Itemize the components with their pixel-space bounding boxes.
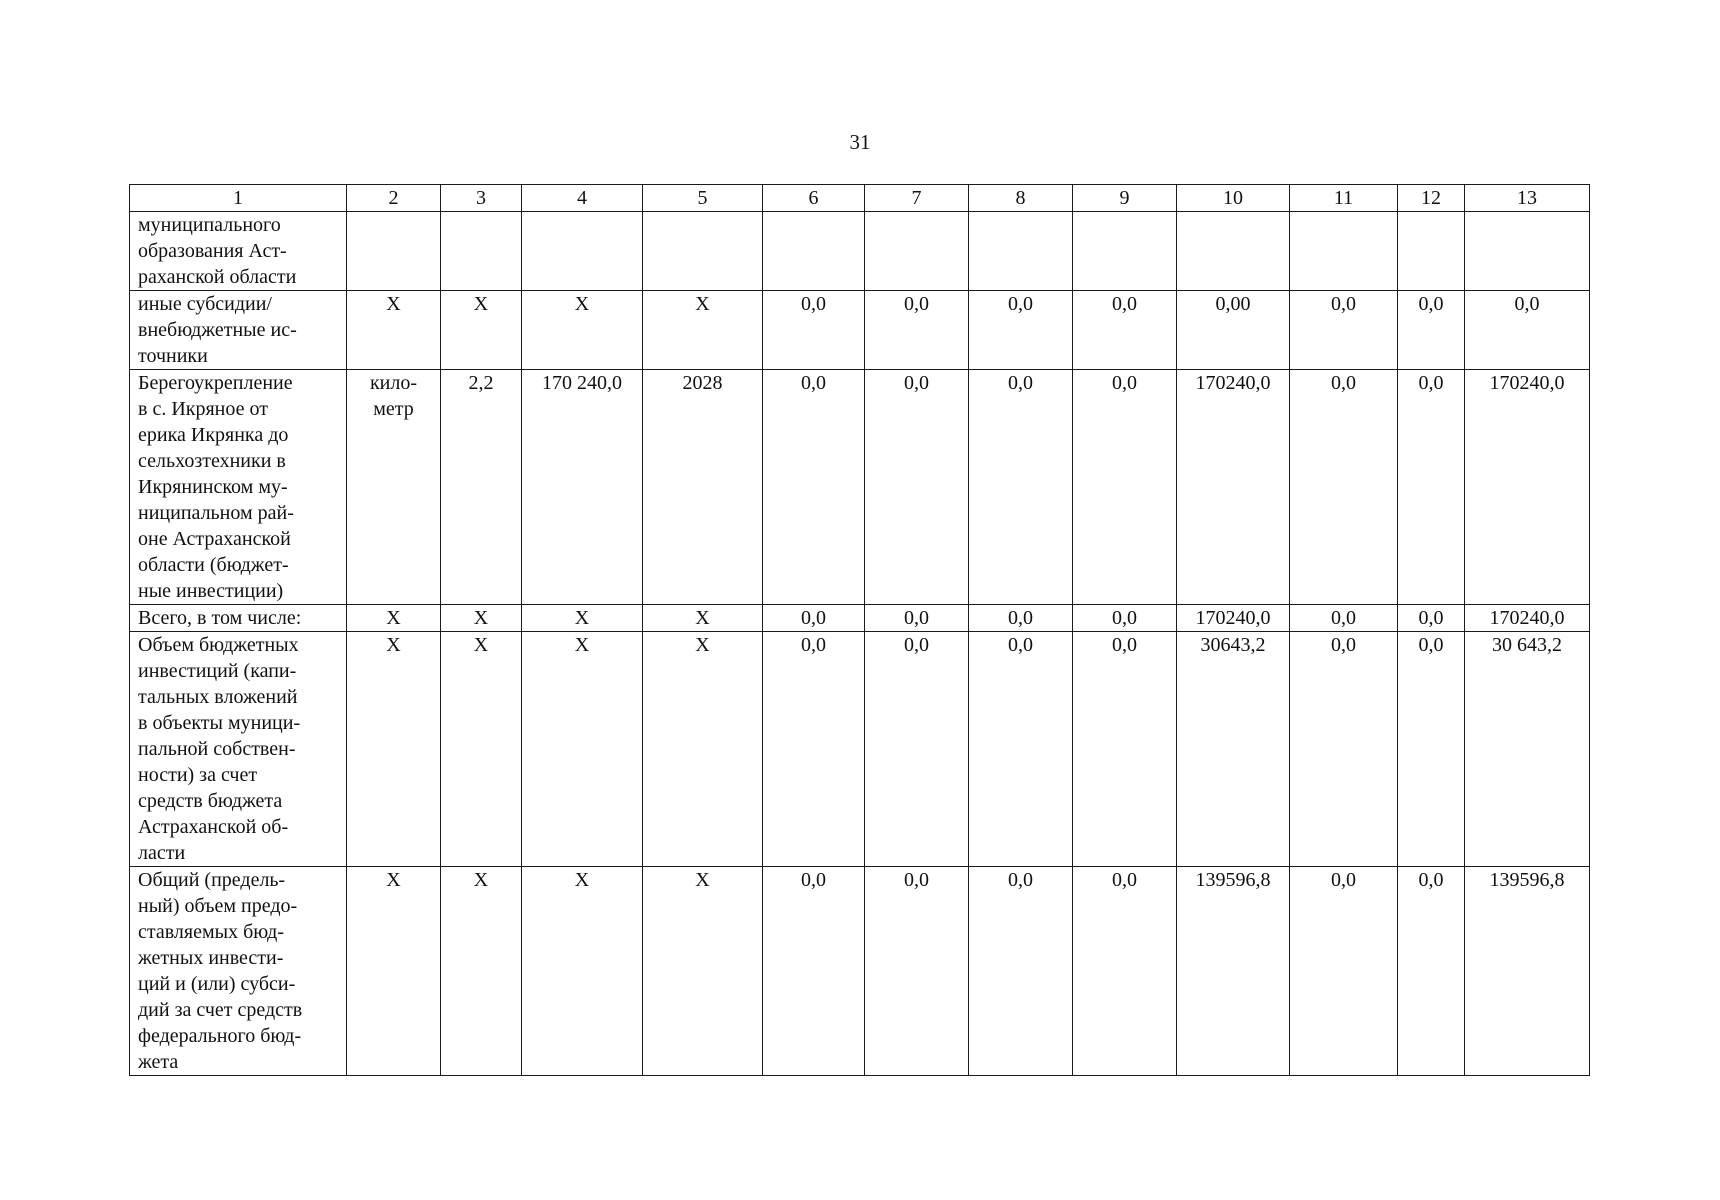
- row-name-line: области (бюджет-: [138, 554, 289, 576]
- row-name-line: дий за счет средств: [138, 999, 303, 1021]
- value-cell: [865, 212, 969, 291]
- row-name-cell: [130, 605, 347, 632]
- value-cell: X: [441, 867, 522, 1076]
- value-cell: 0,0: [1073, 867, 1177, 1076]
- column-header: 8: [969, 185, 1073, 212]
- row-name-line: точники: [138, 345, 208, 367]
- row-name-line: пальной собствен-: [138, 738, 296, 760]
- column-header: 6: [763, 185, 865, 212]
- value-cell: [1465, 212, 1590, 291]
- column-header: 1: [130, 185, 347, 212]
- row-name-line: жета: [138, 1051, 179, 1073]
- unit-cell: [347, 605, 441, 632]
- value-cell: 170240,0: [1177, 370, 1290, 605]
- value-cell: 0,00: [1177, 291, 1290, 370]
- page-number: 31: [849, 130, 871, 154]
- unit-cell: [347, 291, 441, 370]
- column-header: 10: [1177, 185, 1290, 212]
- unit-cell: [347, 867, 441, 1076]
- value-cell: 0,0: [865, 867, 969, 1076]
- column-header: 7: [865, 185, 969, 212]
- value-cell: 0,0: [969, 867, 1073, 1076]
- value-cell: X: [643, 867, 763, 1076]
- table-row: [130, 867, 1590, 1076]
- unit-line: кило-: [369, 372, 418, 394]
- value-cell: [643, 212, 763, 291]
- value-cell: 170240,0: [1177, 605, 1290, 632]
- row-name-line: ерика Икрянка до: [138, 424, 289, 446]
- value-cell: 0,0: [1290, 370, 1398, 605]
- value-cell: X: [441, 291, 522, 370]
- value-cell: [1290, 212, 1398, 291]
- value-cell: [441, 212, 522, 291]
- row-name-line: оне Астраханской: [138, 528, 291, 550]
- value-cell: 0,0: [763, 605, 865, 632]
- row-name-line: ниципальном рай-: [138, 502, 294, 524]
- row-name-line: ные инвестиции): [138, 580, 284, 602]
- value-cell: 0,0: [865, 370, 969, 605]
- value-cell: 0,0: [763, 867, 865, 1076]
- row-name-line: тальных вложений: [138, 686, 298, 708]
- table-row: [130, 291, 1590, 370]
- row-name-line: Астраханской об-: [138, 816, 289, 838]
- value-cell: 0,0: [1073, 605, 1177, 632]
- row-name-line: Берегоукрепление: [138, 372, 293, 394]
- row-name-cell: [130, 291, 347, 370]
- value-cell: [969, 212, 1073, 291]
- unit-line: X: [386, 607, 401, 629]
- row-name-line: средств бюджета: [138, 790, 283, 812]
- column-header: 9: [1073, 185, 1177, 212]
- value-cell: 0,0: [1398, 370, 1465, 605]
- table-row: [130, 605, 1590, 632]
- header-row: [130, 185, 1590, 212]
- row-name-line: ный) объем предо-: [138, 895, 298, 917]
- value-cell: 0,0: [969, 632, 1073, 867]
- row-name-cell: [130, 632, 347, 867]
- value-cell: 2,2: [441, 370, 522, 605]
- value-cell: 0,0: [1073, 632, 1177, 867]
- column-header: 11: [1290, 185, 1398, 212]
- value-cell: X: [522, 867, 643, 1076]
- value-cell: X: [522, 291, 643, 370]
- unit-cell: [347, 212, 441, 291]
- value-cell: [1177, 212, 1290, 291]
- value-cell: X: [522, 632, 643, 867]
- unit-line: метр: [373, 398, 414, 420]
- value-cell: 0,0: [1398, 605, 1465, 632]
- row-name-line: Объем бюджетных: [138, 634, 299, 656]
- value-cell: X: [643, 291, 763, 370]
- row-name-line: Икрянинском му-: [138, 476, 288, 498]
- row-name-line: ставляемых бюд-: [138, 921, 285, 943]
- row-name-line: жетных инвести-: [138, 947, 284, 969]
- row-name-line: федерального бюд-: [138, 1025, 302, 1047]
- row-name-line: в объекты муници-: [138, 712, 301, 734]
- row-name-line: инвестиций (капи-: [138, 660, 297, 682]
- row-name-line: раханской области: [138, 266, 297, 288]
- value-cell: 0,0: [865, 291, 969, 370]
- column-header: 4: [522, 185, 643, 212]
- value-cell: X: [441, 605, 522, 632]
- value-cell: [522, 212, 643, 291]
- value-cell: 0,0: [969, 370, 1073, 605]
- value-cell: 0,0: [763, 632, 865, 867]
- row-name-line: внебюджетные ис-: [138, 319, 297, 341]
- row-name-line: иные субсидии/: [138, 293, 272, 315]
- value-cell: X: [643, 632, 763, 867]
- value-cell: X: [441, 632, 522, 867]
- value-cell: [763, 212, 865, 291]
- value-cell: 170240,0: [1465, 605, 1590, 632]
- row-name-cell: [130, 867, 347, 1076]
- value-cell: 2028: [643, 370, 763, 605]
- row-name-line: ности) за счет: [138, 764, 258, 786]
- unit-cell: [347, 632, 441, 867]
- value-cell: 170 240,0: [522, 370, 643, 605]
- value-cell: 0,0: [1290, 867, 1398, 1076]
- column-header: 2: [347, 185, 441, 212]
- value-cell: 0,0: [1073, 370, 1177, 605]
- value-cell: 0,0: [1398, 291, 1465, 370]
- value-cell: [1073, 212, 1177, 291]
- unit-cell: [347, 370, 441, 605]
- row-name-line: ций и (или) субси-: [138, 973, 296, 995]
- unit-line: X: [386, 869, 401, 891]
- table-row: [130, 632, 1590, 867]
- row-name-line: сельхозтехники в: [138, 450, 286, 472]
- row-name-line: в с. Икряное от: [138, 398, 268, 420]
- value-cell: 0,0: [865, 632, 969, 867]
- value-cell: 30 643,2: [1465, 632, 1590, 867]
- value-cell: 170240,0: [1465, 370, 1590, 605]
- table-row: [130, 370, 1590, 605]
- value-cell: 0,0: [969, 291, 1073, 370]
- value-cell: 0,0: [1465, 291, 1590, 370]
- value-cell: 0,0: [1398, 632, 1465, 867]
- column-header: 3: [441, 185, 522, 212]
- value-cell: 0,0: [1290, 291, 1398, 370]
- value-cell: 0,0: [1073, 291, 1177, 370]
- value-cell: 30643,2: [1177, 632, 1290, 867]
- value-cell: 139596,8: [1177, 867, 1290, 1076]
- value-cell: 139596,8: [1465, 867, 1590, 1076]
- row-name-line: Общий (предель-: [138, 869, 286, 891]
- column-header: 12: [1398, 185, 1465, 212]
- unit-line: X: [386, 634, 401, 656]
- value-cell: 0,0: [865, 605, 969, 632]
- row-name-line: Всего, в том числе:: [138, 607, 302, 629]
- unit-line: X: [386, 293, 401, 315]
- value-cell: 0,0: [763, 291, 865, 370]
- row-name-line: ласти: [138, 842, 186, 864]
- value-cell: 0,0: [1290, 632, 1398, 867]
- row-name-cell: [130, 212, 347, 291]
- column-header: 5: [643, 185, 763, 212]
- row-name-line: муниципального: [138, 214, 281, 236]
- value-cell: 0,0: [1398, 867, 1465, 1076]
- value-cell: 0,0: [969, 605, 1073, 632]
- row-name-cell: [130, 370, 347, 605]
- row-name-line: образования Аст-: [138, 240, 287, 262]
- budget-table: [129, 184, 1590, 1076]
- column-header: 13: [1465, 185, 1590, 212]
- value-cell: 0,0: [763, 370, 865, 605]
- value-cell: 0,0: [1290, 605, 1398, 632]
- table-row: [130, 212, 1590, 291]
- value-cell: X: [643, 605, 763, 632]
- value-cell: [1398, 212, 1465, 291]
- value-cell: X: [522, 605, 643, 632]
